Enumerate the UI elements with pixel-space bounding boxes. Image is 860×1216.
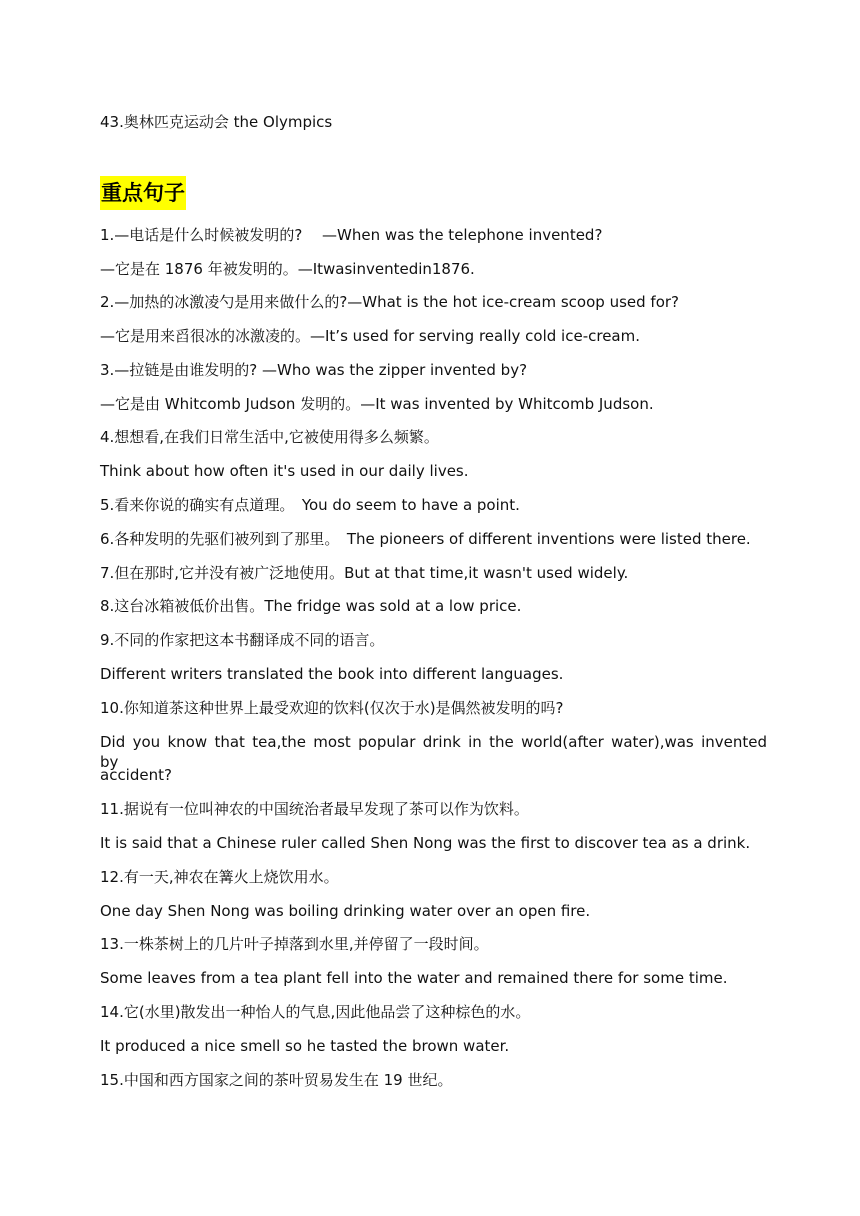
sentence-line: Different writers translated the book into different languages. bbox=[100, 665, 564, 683]
sentence-line: 7.但在那时,它并没有被广泛地使用。But at that time,it wasn't used widely. bbox=[100, 564, 629, 582]
sentence-line: 3.—拉链是由谁发明的? —Who was the zipper invented by? bbox=[100, 361, 528, 379]
sentence-line: —它是在 1876 年被发明的。—Itwasinventedin1876. bbox=[100, 260, 475, 278]
sentence-line: 12.有一天,神农在篝火上烧饮用水。 bbox=[100, 868, 339, 886]
sentence-line: It is said that a Chinese ruler called Shen Nong was the first to discover tea as a drink. bbox=[100, 834, 751, 852]
sentence-line: Think about how often it's used in our daily lives. bbox=[100, 462, 469, 480]
sentence-line: 8.这台冰箱被低价出售。The fridge was sold at a low price. bbox=[100, 597, 522, 615]
sentence-line: One day Shen Nong was boiling drinking water over an open fire. bbox=[100, 902, 591, 920]
sentence-line: 1.—电话是什么时候被发明的? —When was the telephone invented? bbox=[100, 226, 603, 244]
sentence-line: 5.看来你说的确实有点道理。 You do seem to have a point. bbox=[100, 496, 520, 514]
sentence-line: Did you know that tea,the most popular drink in the world(after water),was invented by bbox=[100, 733, 767, 771]
sentence-line: —它是由 Whitcomb Judson 发明的。—It was invented by Whitcomb Judson. bbox=[100, 395, 654, 413]
sentence-line: —它是用来舀很冰的冰激凌的。—It’s used for serving really cold ice-cream. bbox=[100, 327, 641, 345]
sentence-line: 4.想想看,在我们日常生活中,它被使用得多么频繁。 bbox=[100, 428, 439, 446]
sentence-line: Some leaves from a tea plant fell into the water and remained there for some time. bbox=[100, 969, 728, 987]
vocab-item-43: 43.奥林匹克运动会 the Olympics bbox=[100, 113, 333, 131]
sentence-line: 9.不同的作家把这本书翻译成不同的语言。 bbox=[100, 631, 385, 649]
sentence-line: accident? bbox=[100, 766, 172, 784]
sentence-line: 6.各种发明的先驱们被列到了那里。 The pioneers of different inventions were listed there. bbox=[100, 530, 751, 548]
sentence-line: 13.一株茶树上的几片叶子掉落到水里,并停留了一段时间。 bbox=[100, 935, 489, 953]
section-heading: 重点句子 bbox=[100, 176, 186, 210]
sentence-line: 15.中国和西方国家之间的茶叶贸易发生在 19 世纪。 bbox=[100, 1071, 453, 1089]
sentence-line: 14.它(水里)散发出一种怡人的气息,因此他品尝了这种棕色的水。 bbox=[100, 1003, 531, 1021]
sentence-line: 2.—加热的冰激凌勺是用来做什么的?—What is the hot ice-cream scoop used for? bbox=[100, 293, 679, 311]
sentence-line: It produced a nice smell so he tasted the brown water. bbox=[100, 1037, 510, 1055]
sentence-line: 10.你知道茶这种世界上最受欢迎的饮料(仅次于水)是偶然被发明的吗? bbox=[100, 699, 564, 717]
sentence-line: 11.据说有一位叫神农的中国统治者最早发现了茶可以作为饮料。 bbox=[100, 800, 529, 818]
